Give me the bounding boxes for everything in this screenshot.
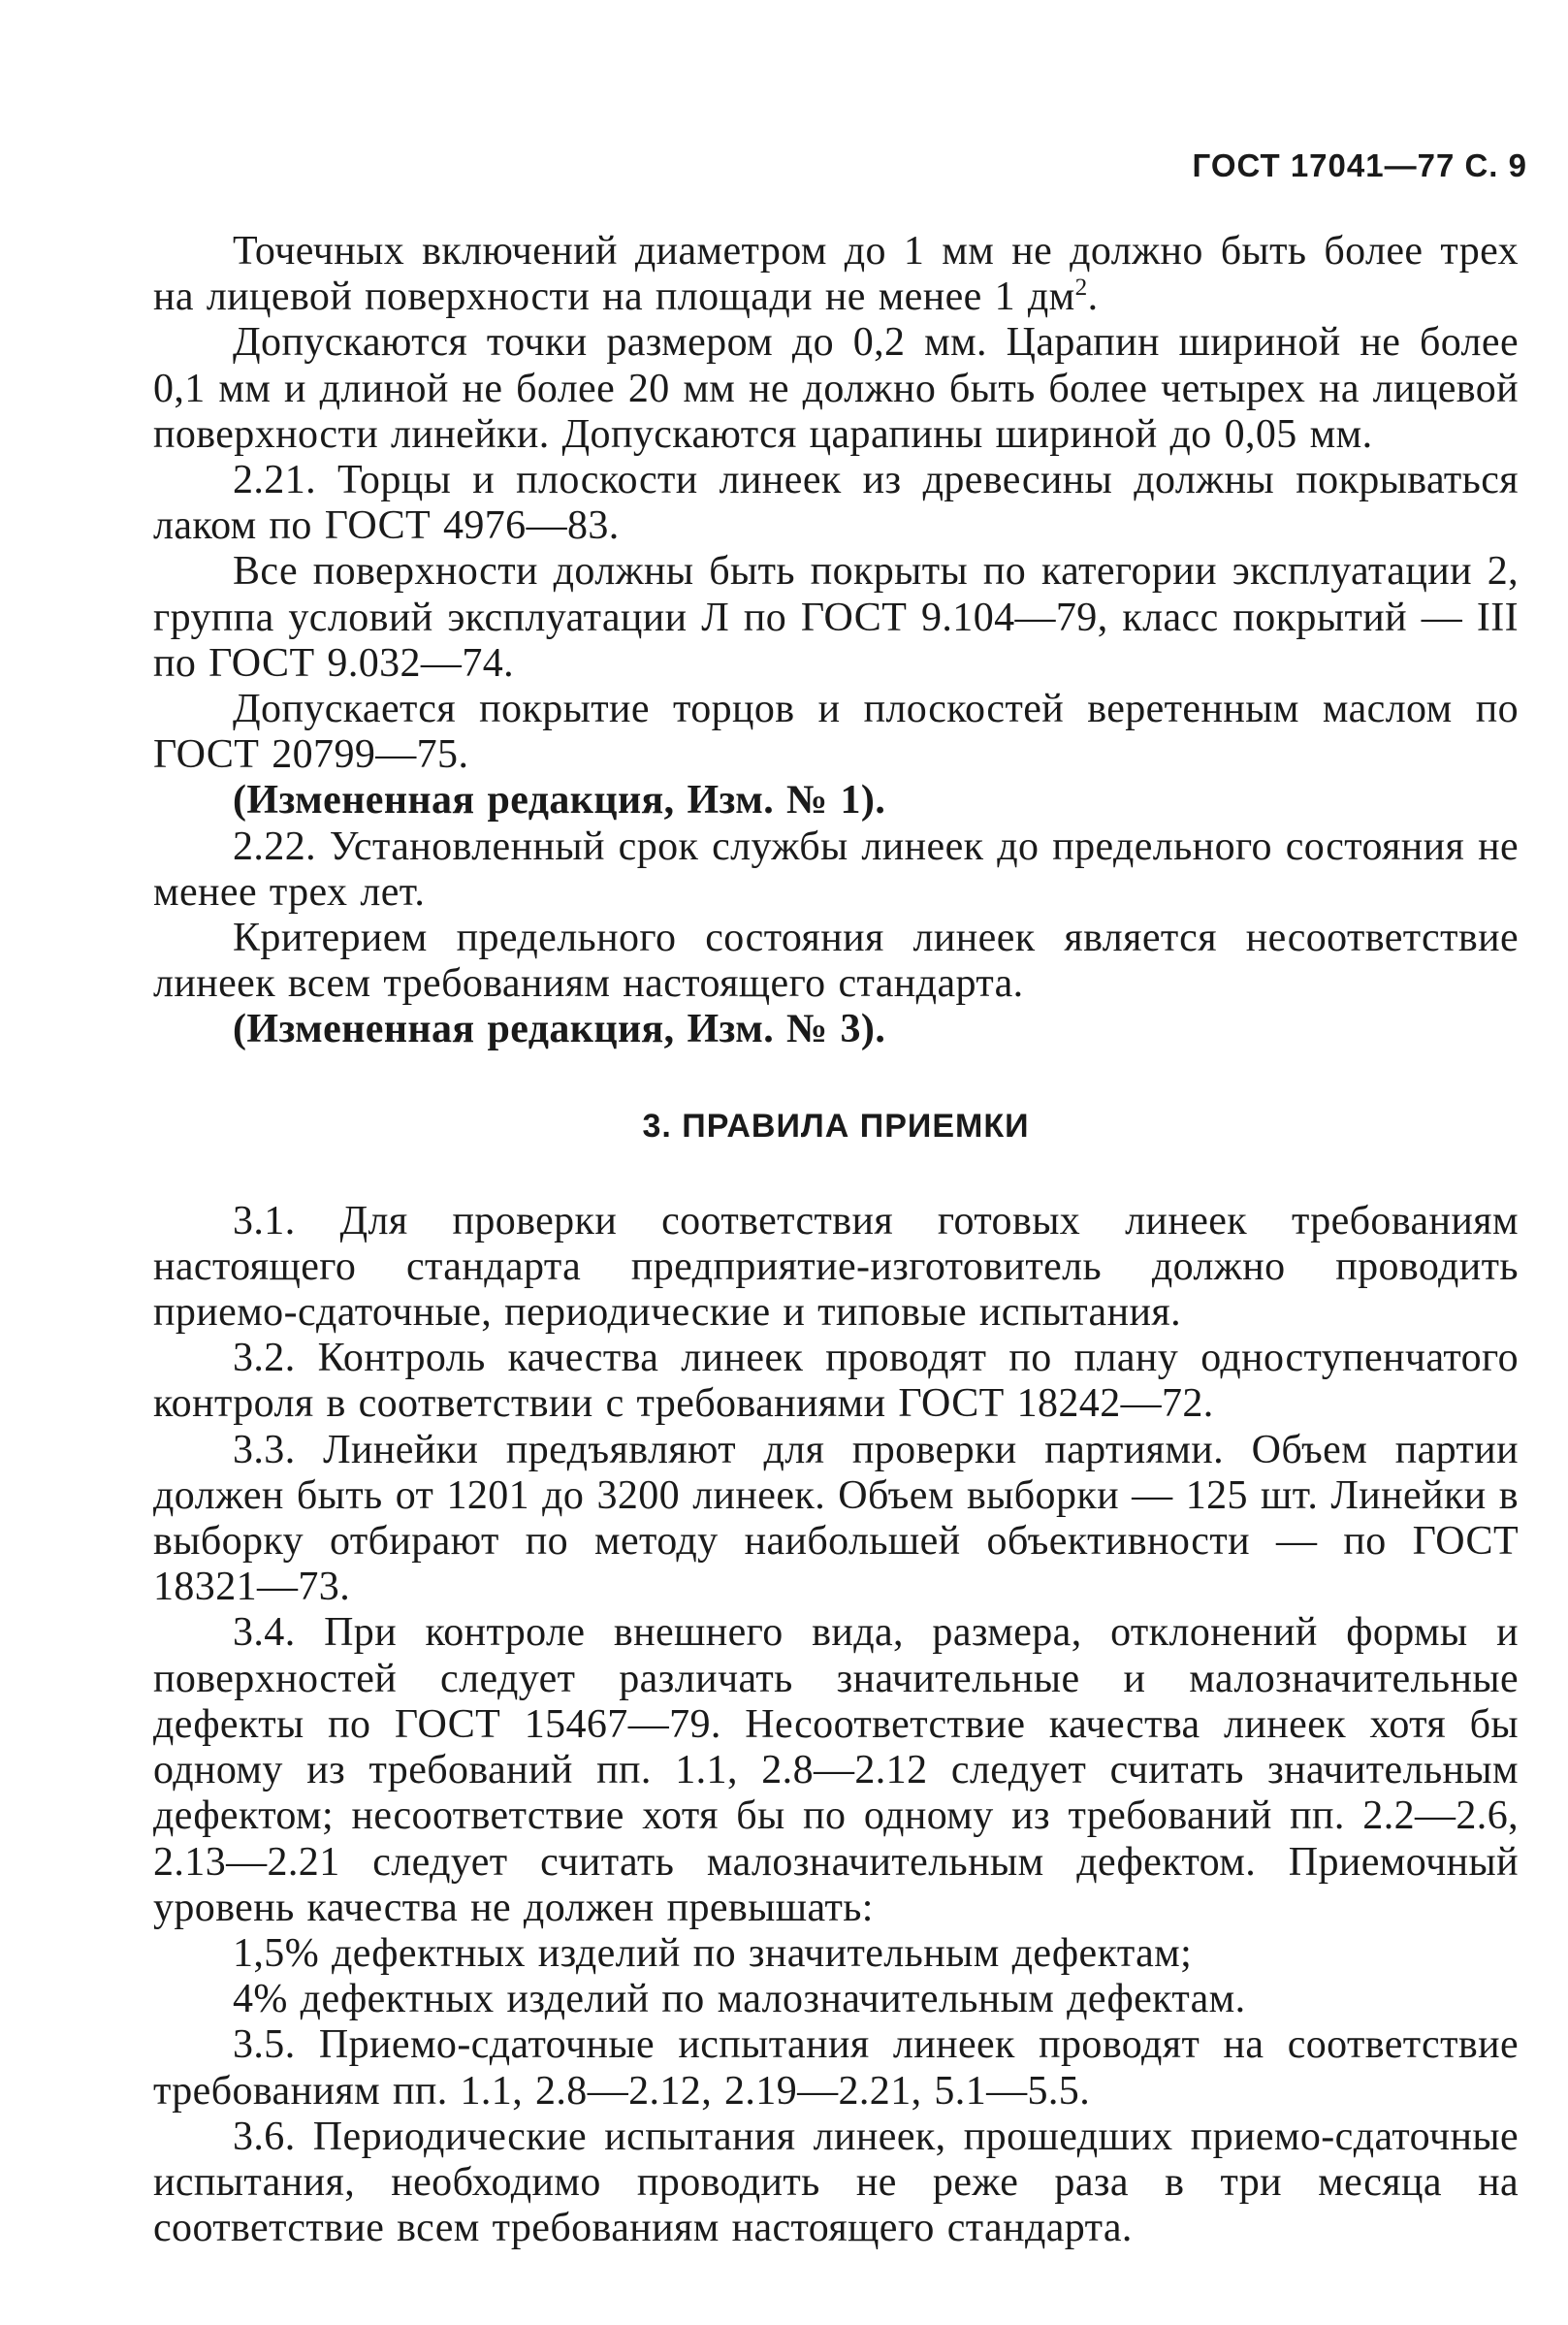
paragraph-point-inclusions <box>153 229 1519 320</box>
paragraph-scratches: Допускаются точки размером до 0,2 мм. Царапин шириной не более 0,1 мм и длиной не более 20 мм не должно быть более четырех на лицевой поверхности линейки. Допускаются царапины шириной до 0,05 мм. <box>153 320 1519 457</box>
section-heading: 3. ПРАВИЛА ПРИЕМКИ <box>642 1107 1030 1145</box>
paragraph-3-1: 3.1. Для проверки соответствия готовых линеек требованиям настоящего стандарта предприятие-изготовитель должно проводить приемо-сдаточные, периодические и типовые испытания. <box>153 1198 1519 1336</box>
paragraph-text: Точечных включений диаметром до 1 мм не должно быть более трех на лицевой поверхности на площади не менее 1 дм <box>153 229 1519 320</box>
amendment-note-3: (Измененная редакция, Изм. № 3). <box>233 1007 886 1052</box>
text-column <box>153 229 1519 2251</box>
list-item-significant: 1,5% дефектных изделий по значительным дефектам; <box>233 1930 1193 1976</box>
superscript: 2 <box>1074 274 1088 302</box>
paragraph-3-6: 3.6. Периодические испытания линеек, прошедших приемо-сдаточные испытания, необходимо проводить не реже раза в три месяца на соответствие всем требованиям настоящего стандарта. <box>153 2114 1519 2251</box>
paragraph-2-22: 2.22. Установленный срок службы линеек до предельного состояния не менее трех лет. <box>153 823 1519 915</box>
paragraph-3-3: 3.3. Линейки предъявляют для проверки партиями. Объем партии должен быть от 1201 до 3200 линеек. Объем выборки — 125 шт. Линейки в выборку отбирают по методу наибольшей объективности — по ГОСТ 18321—73. <box>153 1427 1519 1610</box>
paragraph-2-21: 2.21. Торцы и плоскости линеек из древесины должны покрываться лаком по ГОСТ 4976—83. <box>153 458 1519 549</box>
paragraph-3-5: 3.5. Приемо-сдаточные испытания линеек проводят на соответствие требованиям пп. 1.1, 2.8—2.12, 2.19—2.21, 5.1—5.5. <box>153 2022 1519 2114</box>
paragraph-tail: . <box>1087 274 1099 320</box>
paragraph-coating: Все поверхности должны быть покрыты по категории эксплуатации 2, группа условий эксплуатации Л по ГОСТ 9.104—79, класс покрытий — III по ГОСТ 9.032—74. <box>153 549 1519 686</box>
paragraph-oil: Допускается покрытие торцов и плоскостей веретенным маслом по ГОСТ 20799—75. <box>153 687 1519 778</box>
paragraph-3-4: 3.4. При контроле внешнего вида, размера, отклонений формы и поверхностей следует различать значительные и малозначительные дефекты по ГОСТ 15467—79. Несоответствие качества линеек хотя бы одному из требований пп. 1.1, 2.8—2.12 следует считать значительным дефектом; несоответствие хотя бы по одному из требований пп. 2.2—2.6, 2.13—2.21 следует считать малозначительным дефектом. Приемочный уровень качества не должен превышать: <box>153 1610 1519 1930</box>
list-item-minor: 4% дефектных изделий по малозначительным дефектам. <box>233 1977 1246 2022</box>
running-header: ГОСТ 17041—77 С. 9 <box>1192 147 1527 183</box>
paragraph-limit-criterion: Критерием предельного состояния линеек является несоответствие линеек всем требованиям настоящего стандарта. <box>153 916 1519 1007</box>
paragraph-3-2: 3.2. Контроль качества линеек проводят по плану одноступенчатого контроля в соответствии с требованиями ГОСТ 18242—72. <box>153 1336 1519 1427</box>
amendment-note-1: (Измененная редакция, Изм. № 1). <box>233 778 886 823</box>
